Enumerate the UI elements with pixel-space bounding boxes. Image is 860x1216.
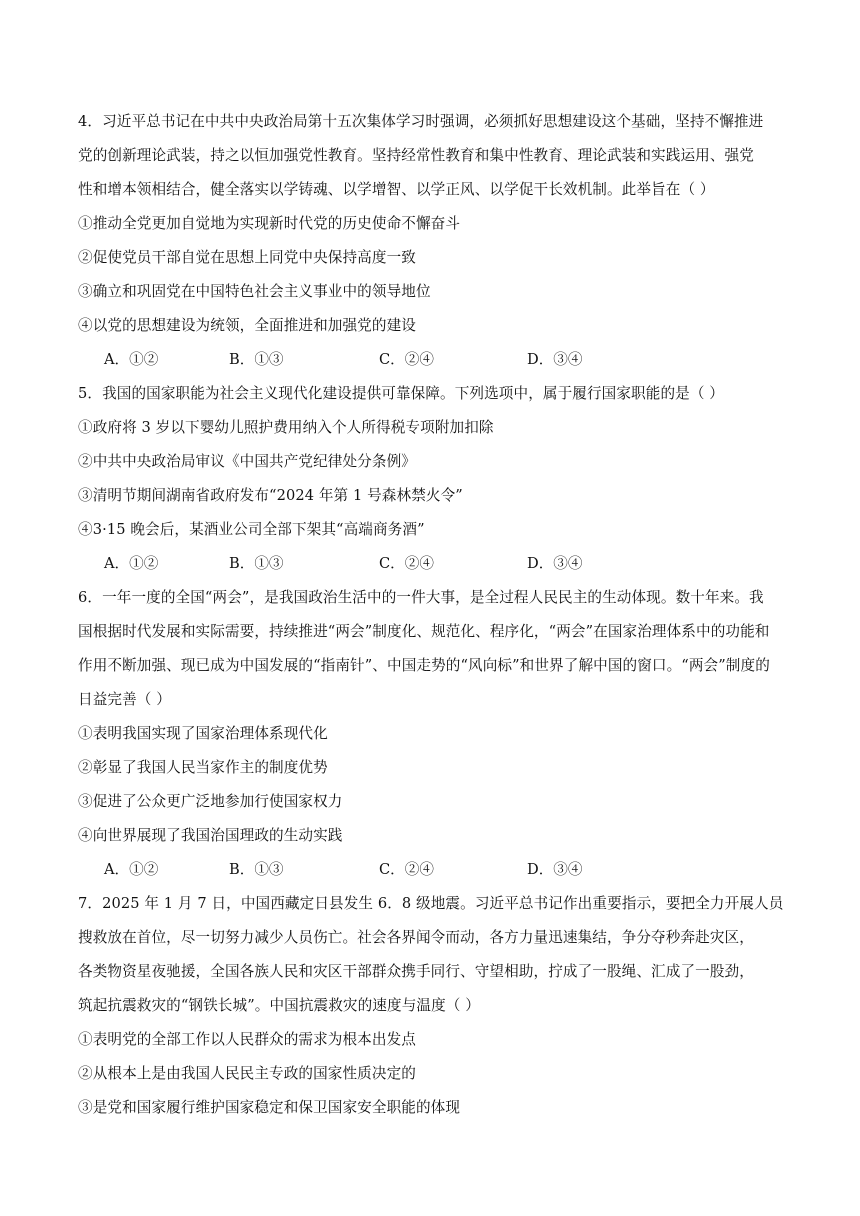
question-5-item-4: ④3·15 晚会后，某酒业公司全部下架其“高端商务酒” [78,521,425,538]
question-7-item-3: ③是党和国家履行维护国家稳定和保卫国家安全职能的体现 [78,1099,461,1116]
question-4-item-4: ④以党的思想建设为统领，全面推进和加强党的建设 [78,317,416,334]
question-4-stem-line-3: 性和增本领相结合，健全落实以学铸魂、以学增智、以学正风、以学促干长效机制。此举旨在（ ） [78,181,715,198]
option-a[interactable]: A．①② [104,555,159,572]
option-b[interactable]: B．①③ [229,861,284,878]
option-c[interactable]: C．②④ [379,555,434,572]
question-4-stem-line-2: 党的创新理论武装，持之以恒加强党性教育。坚持经常性教育和集中性教育、理论武装和实践运用、强党 [78,147,754,164]
option-a[interactable]: A．①② [104,351,159,368]
question-4-item-1: ①推动全党更加自觉地为实现新时代党的历史使命不懈奋斗 [78,215,461,232]
question-4-item-3: ③确立和巩固党在中国特色社会主义事业中的领导地位 [78,283,431,300]
question-5-stem-line-1: 5．我国的国家职能为社会主义现代化建设提供可靠保障。下列选项中，属于履行国家职能的是（ ） [78,385,724,402]
option-d[interactable]: D．③④ [527,861,583,878]
option-c[interactable]: C．②④ [379,351,434,368]
option-c[interactable]: C．②④ [379,861,434,878]
question-6-item-3: ③促进了公众更广泛地参加行使国家权力 [78,793,343,810]
option-b[interactable]: B．①③ [229,555,284,572]
question-6-item-2: ②彰显了我国人民当家作主的制度优势 [78,759,328,776]
question-7-stem-line-1: 7．2025 年 1 月 7 日，中国西藏定日县发生 6．8 级地震。习近平总书记作出重要指示，要把全力开展人员 [78,895,784,912]
question-7-stem-line-2: 搜救放在首位，尽一切努力减少人员伤亡。社会各界闻令而动，各方力量迅速集结，争分夺秒奔赴灾区， [78,929,754,946]
question-6-item-4: ④向世界展现了我国治国理政的生动实践 [78,827,343,844]
question-4-item-2: ②促使党员干部自觉在思想上同党中央保持高度一致 [78,249,416,266]
question-5-item-1: ①政府将 3 岁以下婴幼儿照护费用纳入个人所得税专项附加扣除 [78,419,494,436]
option-b[interactable]: B．①③ [229,351,284,368]
question-6-stem-line-2: 国根据时代发展和实际需要，持续推进“两会”制度化、规范化、程序化，“两会”在国家治理体系中的功能和 [78,623,770,640]
question-6-stem-line-3: 作用不断加强、现已成为中国发展的“指南针”、中国走势的“风向标”和世界了解中国的窗口。“两会”制度的 [78,657,770,674]
question-6-item-1: ①表明我国实现了国家治理体系现代化 [78,725,328,742]
option-d[interactable]: D．③④ [527,351,583,368]
question-5-item-3: ③清明节期间湖南省政府发布“2024 年第 1 号森林禁火令” [78,487,463,504]
question-6-stem-line-1: 6．一年一度的全国“两会”，是我国政治生活中的一件大事，是全过程人民民主的生动体现。数十年来。我 [78,589,764,606]
question-7-stem-line-3: 各类物资星夜驰援，全国各族人民和灾区干部群众携手同行、守望相助，拧成了一股绳、汇成了一股劲， [78,963,754,980]
option-d[interactable]: D．③④ [527,555,583,572]
option-a[interactable]: A．①② [104,861,159,878]
question-7-stem-line-4: 筑起抗震救灾的“钢铁长城”。中国抗震救灾的速度与温度（ ） [78,997,480,1014]
question-7-item-2: ②从根本上是由我国人民民主专政的国家性质决定的 [78,1065,416,1082]
question-5-item-2: ②中共中央政治局审议《中国共产党纪律处分条例》 [78,453,416,470]
question-7-item-1: ①表明党的全部工作以人民群众的需求为根本出发点 [78,1031,416,1048]
question-4-stem-line-1: 4．习近平总书记在中共中央政治局第十五次集体学习时强调，必须抓好思想建设这个基础，坚持不懈推进 [78,113,764,130]
question-6-stem-line-4: 日益完善（ ） [78,691,171,708]
